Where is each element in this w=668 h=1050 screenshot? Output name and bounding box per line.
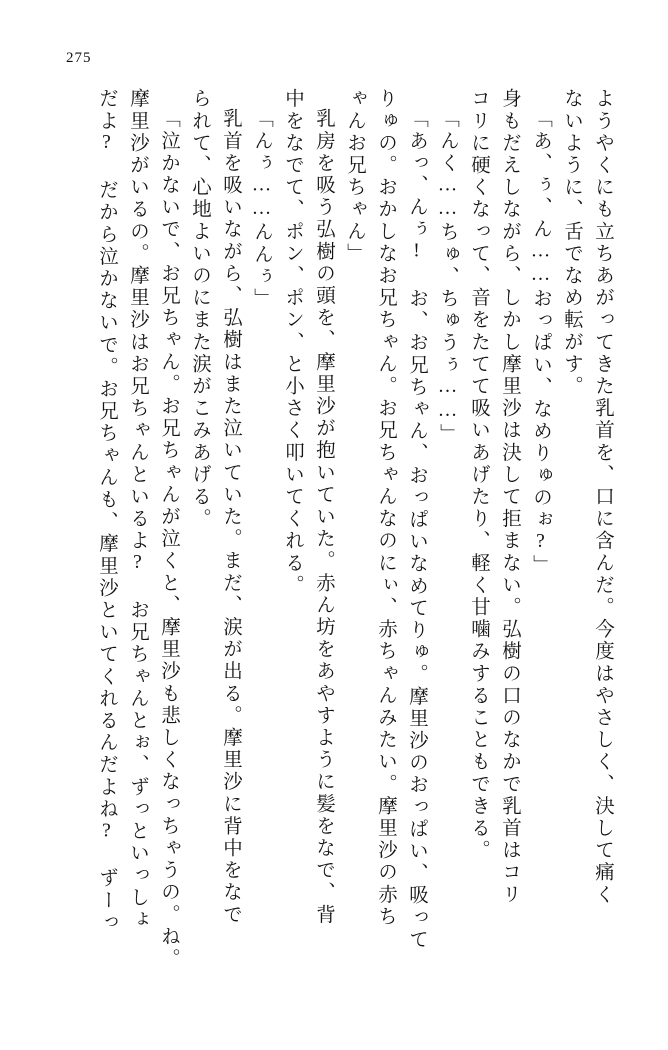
page-number: 275 <box>66 50 92 66</box>
text-column: だよ? だから泣かないで。お兄ちゃんも、摩里沙といてくれるんだよね? ずーっ <box>96 88 117 934</box>
text-column: られて、心地よいのにまた涙がこみあげる。 <box>189 88 210 530</box>
text-column: コリに硬くなって、音をたてて吸いあげたり、軽く甘噛みすることもできる。 <box>468 88 489 862</box>
text-column: 摩里沙がいるの。摩里沙はお兄ちゃんといるよ? お兄ちゃんとぉ、ずっといっしょ <box>127 88 148 931</box>
text-column: 中をなでて、ポン、ポン、と小さく叩いてくれる。 <box>282 88 303 597</box>
text-column: 「あっ、んぅ! お、お兄ちゃん、おっぱいなめてりゅ。摩里沙のおっぱい、吸って <box>406 108 427 951</box>
text-column: 「んぅ……んんぅ」 <box>251 108 272 310</box>
text-column: ゃんお兄ちゃん」 <box>344 88 365 265</box>
text-column: 「泣かないで、お兄ちゃん。お兄ちゃんが泣くと、摩里沙も悲しくなっちゃうの。ね。 <box>158 108 179 970</box>
vertical-text-body <box>52 88 612 1013</box>
text-column: 「あ、ぅ、ん……おっぱい、なめりゅのぉ?」 <box>530 108 551 577</box>
text-column: りゅの。おかしなお兄ちゃん。お兄ちゃんなのにぃ、赤ちゃんみたい。摩里沙の赤ち <box>375 88 396 928</box>
text-column: 「んく……ちゅ、ちゅうぅ……」 <box>437 108 458 446</box>
text-column: ないように、舌でなめ転がす。 <box>561 88 582 398</box>
text-column: ようやくにも立ちあがってきた乳首を、口に含んだ。今度はやさしく、決して痛く <box>592 88 613 906</box>
text-column: 身もだえしながら、しかし摩里沙は決して拒まない。弘樹の口のなかで乳首はコリ <box>499 88 520 906</box>
text-column: 乳房を吸う弘樹の頭を、摩里沙が抱いていた。赤ん坊をあやすように髪をなで、背 <box>313 108 334 926</box>
text-column: 乳首を吸いながら、弘樹はまた泣いていた。まだ、涙が出る。摩里沙に背中をなで <box>220 108 241 926</box>
